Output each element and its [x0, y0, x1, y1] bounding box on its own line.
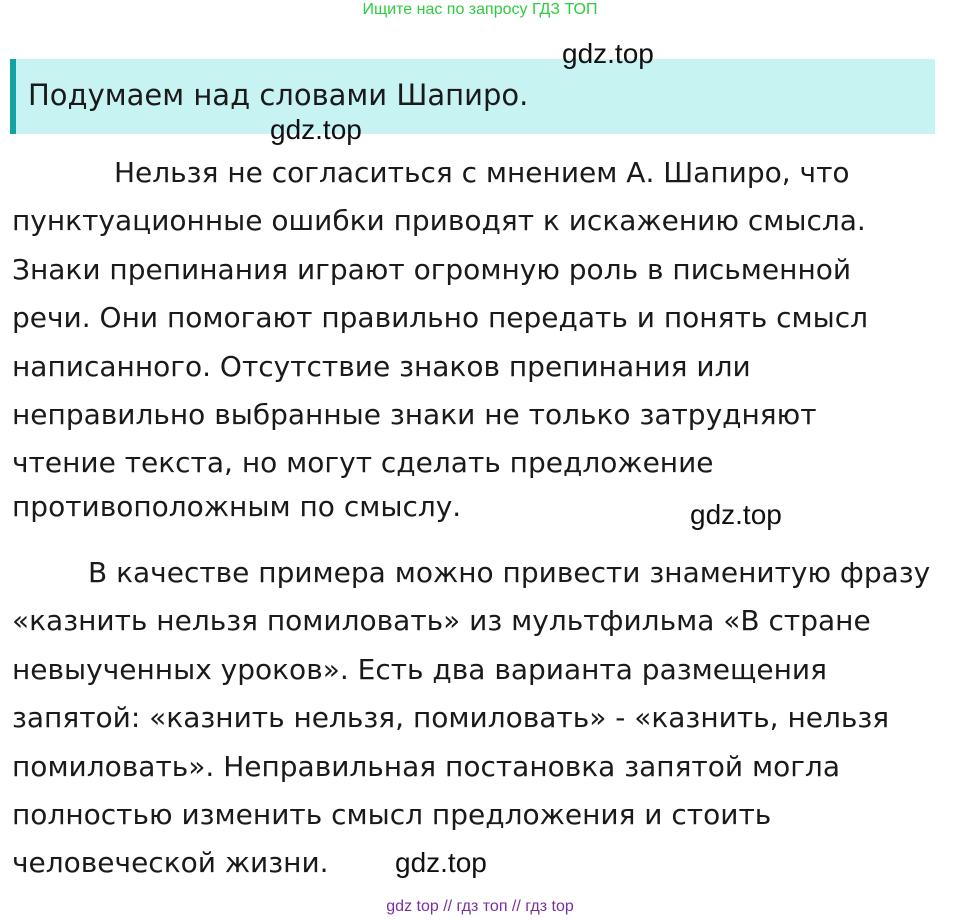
text-line: речи. Они помогают правильно передать и понять смысл: [12, 301, 869, 334]
text-line: невыученных уроков». Есть два варианта размещения: [12, 653, 827, 686]
text-line: написанного. Отсутствие знаков препинания или: [12, 350, 751, 383]
watermark: gdz.top: [690, 499, 782, 530]
text-line: пунктуационные ошибки приводят к искажению смысла.: [12, 204, 866, 237]
text-line: помиловать». Неправильная постановка запятой могла: [12, 750, 840, 783]
text-line: Нельзя не согласиться с мнением А. Шапиро, что: [114, 156, 850, 189]
section-header: [10, 59, 935, 134]
header-accent-bar: [10, 59, 16, 134]
text-line: В качестве примера можно привести знаменитую фразу: [88, 556, 931, 589]
text-line: чтение текста, но могут сделать предложение: [12, 446, 714, 479]
section-title: Подумаем над словами Шапиро.: [28, 78, 529, 112]
text-line: запятой: «казнить нельзя, помиловать» - «казнить, нельзя: [12, 701, 890, 734]
search-banner: Ищите нас по запросу ГДЗ ТОП: [362, 1, 598, 18]
text-line: человеческой жизни.: [12, 846, 329, 879]
text-line: неправильно выбранные знаки не только затрудняют: [12, 398, 817, 431]
text-line: Знаки препинания играют огромную роль в письменной: [12, 253, 852, 286]
watermark: gdz.top: [270, 114, 362, 145]
text-line: полностью изменить смысл предложения и стоить: [12, 798, 772, 831]
watermark: gdz.top: [562, 38, 654, 69]
watermark: gdz.top: [395, 847, 487, 878]
text-line: «казнить нельзя помиловать» из мультфильма «В стране: [12, 604, 871, 637]
footer-links: gdz top // гдз топ // гдз top: [386, 898, 574, 915]
text-line: противоположным по смыслу.: [12, 490, 462, 523]
